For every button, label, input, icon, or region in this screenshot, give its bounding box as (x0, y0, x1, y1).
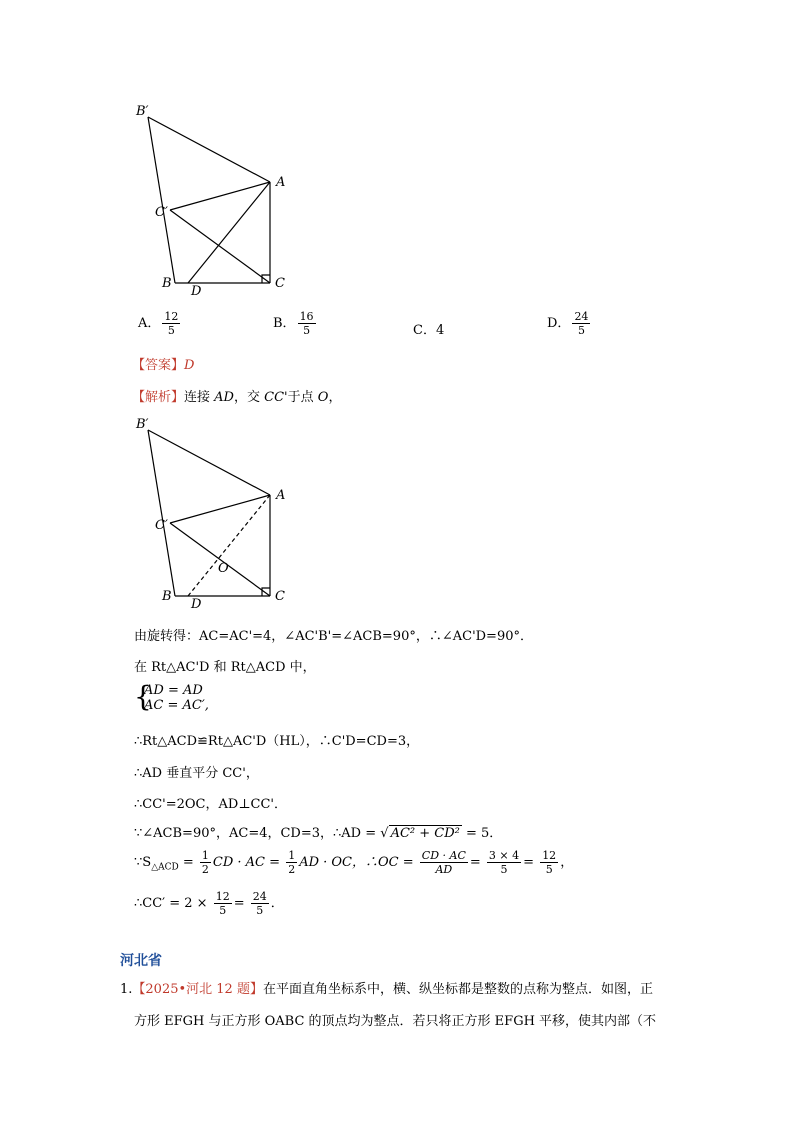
solution-line-9: ∴CC′ = 2 × $\frac{12}{5}$ = $\frac{24}{5}$ ． (134, 890, 284, 917)
option-a: A． $\frac{12}{5}$ (138, 310, 179, 337)
edge-bp-a (148, 430, 270, 495)
edge-cp-c (170, 210, 270, 283)
answer-line (132, 354, 194, 373)
analysis-line: 【解析】连接 AD，交 CC'于点 O， (132, 390, 342, 405)
solution-line-2: 在 Rt△AC'D 和 Rt△ACD 中， (134, 660, 316, 675)
label-cprime: C′ (155, 518, 168, 533)
answer-tag: 【答案】 (132, 358, 185, 373)
label-b: B (162, 589, 172, 604)
solution-line-8: $\because S_{\triangle ACD}$ = $\frac{1}{2}$ CD · AC = $\frac{1}{2}$ AD · OC，∴OC = $\frac{CD \cdot AC}{AD}$ = $\frac{3 \times 4}{5}$ = $\frac{12}{5}$ ， (134, 849, 574, 876)
edge-cp-a (170, 182, 270, 210)
label-a: A (276, 488, 286, 503)
solution-line-6: ∴CC'=2OC，AD⊥CC'． (134, 797, 288, 812)
problem-line-2: 方形 EFGH 与正方形 OABC 的顶点均为整点．若只将正方形 EFGH 平移，使其内部（不 (134, 1014, 657, 1029)
option-b: B． $\frac{16}{5}$ (273, 310, 314, 337)
edge-bp-a (148, 117, 270, 182)
fraction: $\frac{1}{2}$ (288, 849, 296, 876)
solution-line-5: ∴AD 垂直平分 CC'， (134, 766, 259, 781)
figure-2 (130, 408, 300, 613)
fraction: $\frac{CD \cdot AC}{AD}$ (421, 849, 466, 876)
system-eq-2: AC = AC′, (144, 698, 209, 713)
figure-1 (130, 95, 300, 300)
edge-cp-a (170, 495, 270, 523)
solution-line-4: ∴Rt△ACD≌Rt△AC'D（HL），∴C'D=CD=3， (134, 734, 420, 749)
fraction: $\frac{12}{5}$ (542, 849, 557, 876)
fraction: $\frac{16}{5}$ (299, 310, 314, 337)
label-c: C (275, 589, 285, 604)
label-o: O (218, 561, 229, 576)
sqrt-radicand: AC² + CD² (390, 826, 460, 841)
section-title: 河北省 (120, 953, 162, 969)
edge-bp-b (148, 117, 175, 283)
problem-line-1: 1.【2025•河北 12 题】在平面直角坐标系中，横、纵坐标都是整数的点称为整点．如图，正 (120, 982, 653, 997)
analysis-tag: 【解析】 (132, 390, 185, 405)
fraction: $\frac{12}{5}$ (164, 310, 179, 337)
problem-tag: 【2025•河北 12 题】 (132, 982, 263, 997)
label-a: A (276, 175, 286, 190)
fraction: $\frac{24}{5}$ (252, 890, 267, 917)
edge-bp-b (148, 430, 175, 596)
label-bprime: B′ (136, 417, 149, 432)
system-eq-1: AD = AD (144, 683, 203, 698)
label-d: D (191, 284, 202, 299)
fraction: $\frac{24}{5}$ (574, 310, 589, 337)
label-b: B (162, 276, 172, 291)
label-c: C (275, 276, 285, 291)
sqrt-symbol: √ (380, 826, 389, 841)
fraction: $\frac{12}{5}$ (215, 890, 230, 917)
option-c: C．4 (413, 323, 445, 338)
solution-line-7: ∵∠ACB=90°，AC=4，CD=3，∴AD = √ AC² + CD² = 5． (134, 826, 503, 841)
answer-value: D (184, 358, 195, 373)
label-bprime: B′ (136, 104, 149, 119)
label-d: D (191, 597, 202, 612)
fraction: $\frac{1}{2}$ (201, 849, 209, 876)
solution-line-1: 由旋转得：AC=AC'=4，∠AC'B'=∠ACB=90°，∴∠AC'D=90°． (134, 629, 533, 644)
edge-cp-c (170, 523, 270, 596)
label-cprime: C′ (155, 205, 168, 220)
brace: { (134, 680, 152, 713)
option-d: D． $\frac{24}{5}$ (547, 310, 589, 337)
fraction: $\frac{3 \times 4}{5}$ (488, 849, 520, 876)
solution-system (134, 680, 254, 717)
